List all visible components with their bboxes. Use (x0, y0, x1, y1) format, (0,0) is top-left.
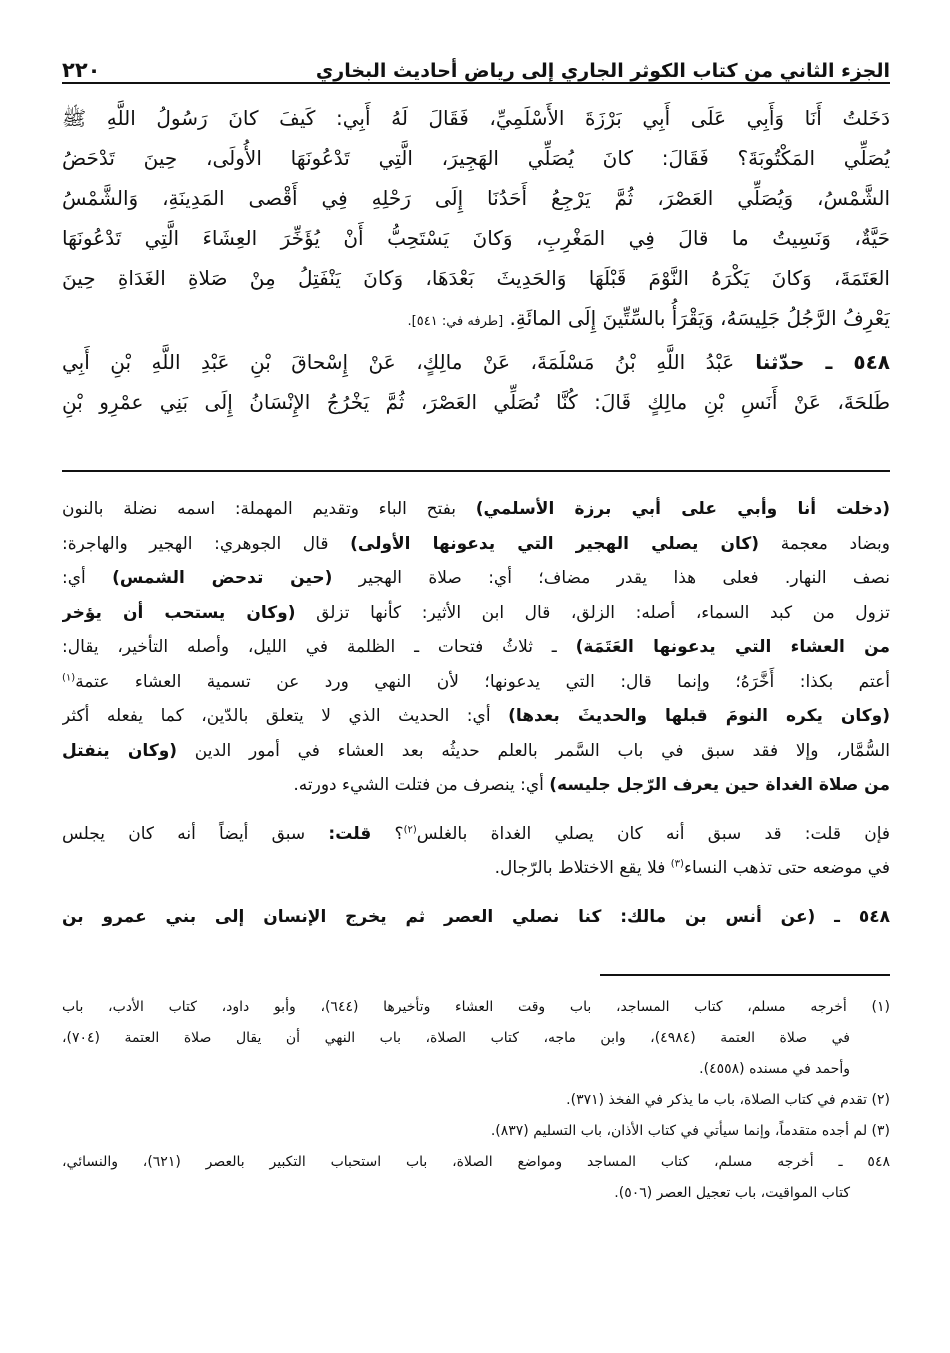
text-line (62, 382, 890, 422)
running-title: الجزء الثاني من كتاب الكوثر الجاري إلى رياض أحاديث البخاري (315, 60, 890, 82)
text-segment: عَبْدُ اللَّهِ بْنُ مَسْلَمَةَ، عَنْ مالِكٍ، عَنْ إِسْحاقَ بْنِ عَبْدِ اللَّهِ بْنِ أَبِي (62, 350, 735, 374)
text-segment: قال الجوهري: الهجير والهاجرة: (62, 533, 351, 554)
paragraph-gap (62, 803, 890, 817)
text-segment: تزول من كبد السماء، أصله: الزلق، قال ابن الأثير: كأنها تزلق (295, 602, 890, 623)
commentary-line (62, 900, 890, 935)
book-page (62, 44, 890, 1209)
commentary (62, 492, 890, 934)
text-segment: الشَّمْسُ، وَيُصَلِّي العَصْرَ، ثُمَّ يَرْجِعُ أَحَدُنَا إِلَى رَحْلِهِ فِي أَقْصى المَدِينَةِ، وَالشَّمْسُ (62, 186, 890, 210)
bold-quote: (وكان يكره النومَ قبلها والحديثَ بعدها) (508, 706, 890, 726)
text-segment: ـ ثلاثُ فتحات ـ الظلمة في الليل، وأصله التأخير، يقال: (62, 637, 576, 657)
text-segment: وبضاد معجمة (759, 533, 890, 554)
commentary-line (62, 630, 890, 665)
text-segment: بفتح الباء وتقديم المهملة: اسمه نضلة بالنون (62, 499, 476, 519)
footnotes (62, 992, 890, 1209)
text-segment: (٢) تقدم في كتاب الصلاة، باب ما يذكر في الفخذ (٣٧١). (566, 1092, 890, 1108)
text-segment: أعتم بكذا: أَخَّرَهُ؛ وإنما قال: التي يدعونها؛ لأن النهي ورد عن تسمية العشاء عتمة (75, 671, 890, 692)
text-line (62, 138, 890, 178)
text-segment: نصف النهار. فعلى هذا يقدر مضاف؛ أي: صلاة الهجير (332, 568, 890, 588)
text-segment: فلا يقع الاختلاط بالرّجال. (494, 858, 671, 878)
text-segment: أي: (62, 568, 113, 588)
bold-quote: (وكان يستحب أن يؤخر (62, 602, 296, 623)
commentary-line (62, 596, 890, 631)
bold-quote: ٥٤٨ ـ حدّثنا (734, 350, 890, 374)
bold-quote: (دخلت أنا وأبي على أبي برزة الأسلمي) (475, 499, 890, 519)
text-segment: حَيَّةٌ، وَنَسِيتُ ما قالَ فِي المَغْرِبِ، وَكانَ يَسْتَحِبُّ أَنْ يُؤَخِّرَ العِشَاءَ الَّتِي تَدْعُونَهَا (62, 226, 890, 250)
commentary-line (62, 561, 890, 596)
text-segment: وأحمد في مسنده (٤٥٥٨). (699, 1061, 850, 1077)
bold-quote: من صلاة الغداة حين يعرف الرّجل جليسه) (549, 775, 890, 795)
page-number: ٢٢٠ (62, 58, 101, 82)
text-segment: العَتَمَةَ، وَكانَ يَكْرَهُ النَّوْمَ قَبْلَهَا وَالحَدِيثَ بَعْدَهَا، وَكانَ يَنْفَتِلُ مِنْ صَلاةِ الغَدَاةِ حِينَ (62, 266, 890, 290)
commentary-line (62, 817, 890, 852)
bold-quote: قلت: (328, 823, 372, 844)
text-line (62, 178, 890, 218)
text-line (62, 218, 890, 258)
text-segment: طَلحَةَ، عَنْ أَنَسِ بْنِ مالِكٍ قَالَ: كُنَّا نُصَلِّي العَصْرَ، ثُمَّ يَخْرُجُ الإِنْسَانُ إِلَى بَنِي عمْرِو بْنِ (62, 390, 890, 414)
bold-quote: (حين تدحض الشمس) (112, 568, 333, 588)
bold-quote: ٥٤٨ ـ (عن أنس بن مالك: كنا نصلي العصر ثم يخرج الإنسان إلى بني عمرو بن (62, 906, 890, 927)
commentary-line (62, 699, 890, 734)
footnote-line (62, 1147, 890, 1178)
footnote-line (62, 1116, 890, 1147)
paragraph-gap (62, 886, 890, 900)
text-segment: يَعْرِفُ الرَّجُلُ جَلِيسَهُ، وَيَقْرَأُ بالسِّتِّينَ إِلَى المائَةِ. (503, 306, 890, 330)
footnote-line (62, 1085, 890, 1116)
commentary-line (62, 527, 890, 562)
footnote-line (62, 1023, 890, 1054)
commentary-line (62, 492, 890, 527)
commentary-line (62, 665, 890, 700)
text-segment: فإن قلت: قد سبق أنه كان يصلي الغداة بالغلس (416, 823, 890, 844)
text-line (62, 342, 890, 382)
text-segment: [طرفه في: ٥٤١]. (407, 314, 504, 329)
text-segment: سبق أيضاً أنه كان يجلس (62, 823, 329, 844)
footnote-marker: (١) (62, 671, 76, 683)
text-segment: (٣) لم أجده متقدماً، وإنما سيأتي في كتاب الأذان، باب التسليم (٨٣٧). (490, 1123, 890, 1139)
text-segment: دَخَلتُ أَنَا وَأَبِي عَلَى أَبِي بَرْزَةَ الأَسْلَمِيِّ، فَقَالَ لَهُ أَبِي: كَيفَ كانَ رَسُولُ اللَّهِ ﷺ (62, 106, 890, 130)
bold-quote: (وكان ينفتل (62, 740, 178, 761)
divider (62, 470, 890, 472)
page-header (62, 44, 890, 84)
commentary-line (62, 734, 890, 769)
commentary-line (62, 768, 890, 803)
text-segment: في صلاة العتمة (٤٩٨٤)، وابن ماجه، كتاب الصلاة، باب النهي أن يقال صلاة العتمة (٧٠٤)، (62, 1030, 851, 1046)
text-segment: ٥٤٨ ـ أخرجه مسلم، كتاب المساجد ومواضع الصلاة، باب استحباب التكبير بالعصر (٦٢١)، والنسائي، (62, 1154, 890, 1170)
text-segment: كتاب المواقيت، باب تعجيل العصر (٥٠٦). (614, 1185, 850, 1201)
text-segment: أي: ينصرف من فتلت الشيء دورته. (293, 775, 550, 795)
text-line (62, 298, 890, 338)
text-segment: السُّمَّار، وإلا فقد سبق في باب السَّمر بالعلم حديثُه بعد العشاء في أمور الدين (177, 740, 890, 761)
text-line (62, 98, 890, 138)
footnote-marker: (٣) (670, 858, 684, 870)
text-segment: (١) أخرجه مسلم، كتاب المساجد، باب وقت العشاء وتأخيرها (٦٤٤)، وأبو داود، كتاب الأدب، باب (62, 999, 890, 1015)
footnote-marker: (٢) (403, 823, 417, 835)
hadith-text (62, 98, 890, 422)
footnote-line (62, 1178, 890, 1209)
text-segment: يُصَلِّي المَكْتُوبَةَ؟ فَقَالَ: كانَ يُصَلِّي الهَجِيرَ، الَّتِي تَدْعُونَهَا الأُولَى، حِينَ تَدْحَضُ (62, 146, 890, 170)
footnote-divider (600, 974, 890, 976)
bold-quote: (كان يصلي الهجير التي يدعونها الأولى) (350, 533, 760, 554)
text-segment: ؟ (371, 823, 404, 844)
text-segment: أي: الحديث الذي لا يتعلق بالدّين، كما يفعله أكثر (62, 706, 509, 726)
text-line (62, 258, 890, 298)
text-segment: في موضعه حتى تذهب النساء (683, 858, 890, 878)
footnote-line (62, 992, 890, 1023)
commentary-line (62, 851, 890, 886)
bold-quote: من العشاء التي يدعونها العَتَمَة) (575, 637, 890, 657)
footnote-line (62, 1054, 890, 1085)
